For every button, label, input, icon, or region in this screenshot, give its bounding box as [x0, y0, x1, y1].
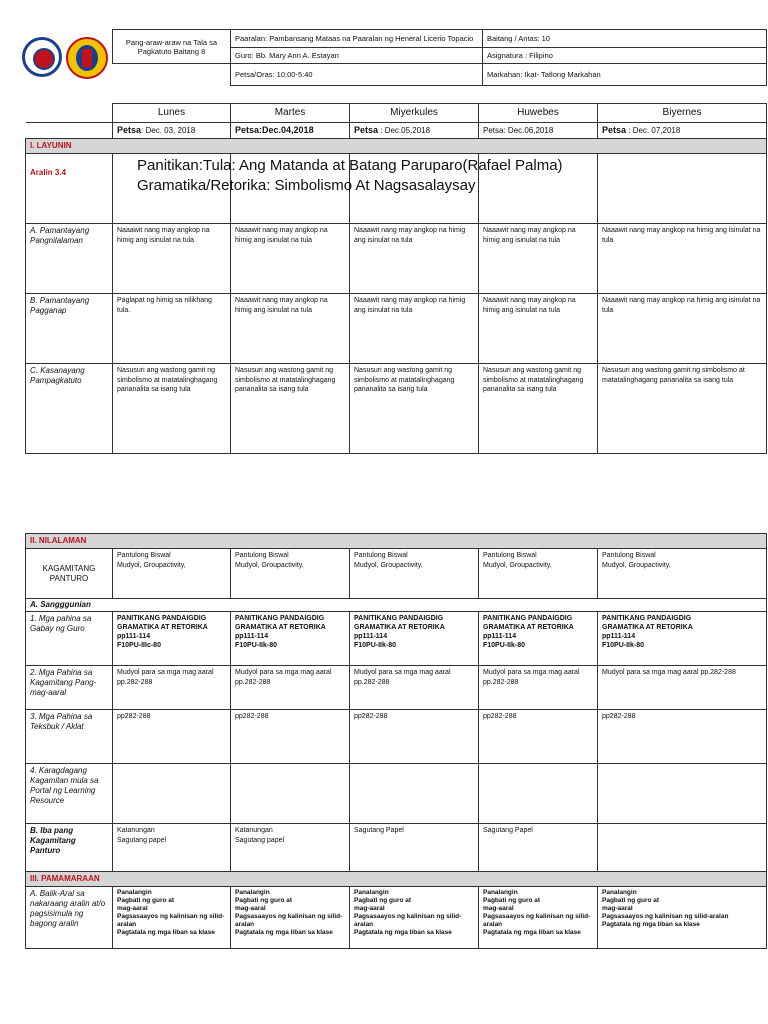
cell-mag-aaral-tue: Mudyol para sa mga mag aaral pp.282-288: [231, 666, 350, 710]
cell-kagamitan-tue: Pantulong Biswal Mudyol, Groupactivity,: [231, 549, 350, 599]
cell-teksbuk-tue: pp282-288: [231, 710, 350, 764]
date-tue: Petsa:Dec.04,2018: [231, 123, 350, 139]
cell-kagamitan-wed: Pantulong Biswal Mudyol, Groupactivity,: [350, 549, 479, 599]
section-pamamaraan: III. PAMAMARAAN: [26, 872, 767, 887]
cell-teksbuk-thu: pp282-288: [479, 710, 598, 764]
cell-iba-pang-fri: [598, 824, 767, 872]
day-header-tue: Martes: [231, 104, 350, 123]
row-label-gabay-guro: 1. Mga pahina sa Gabay ng Guro: [26, 612, 113, 666]
row-label-pangnilalaman: A. Pamantayang Pangnilalaman: [26, 224, 113, 294]
cell-kasanayan-tue: Nasusuri ang wastong gamit ng simbolismo at matatalinghagang pananalita sa isang tula: [231, 364, 350, 454]
teacher-field: Guro: Bb. Mary Ann A. Estayan: [231, 48, 483, 64]
cell-teksbuk-fri: pp282-288: [598, 710, 767, 764]
cell-pangnilalaman-tue: Naaawit nang may angkop na himig ang isinulat na tula: [231, 224, 350, 294]
section-layunin: I. LAYUNIN: [26, 139, 767, 154]
day-header-thu: Huwebes: [479, 104, 598, 123]
lesson-topic: [137, 156, 563, 196]
row-label-balik-aral: A. Balik-Aral sa nakaraang aralin at/o pagsisimula ng bagong aralin: [26, 887, 113, 949]
cell-balik-aral-mon: Panalangin Pagbati ng guro at mag-aaral Pagsasaayos ng kalinisan ng silid-aralan Pagtatala ng mga liban sa klase: [113, 887, 231, 949]
cell-balik-aral-fri: Panalangin Pagbati ng guro at mag-aaral Pagsasaayos ng kalinisan ng silid-aralan Pagtatala ng mga liban sa klase: [598, 887, 767, 949]
cell-kagamitan-thu: Pantulong Biswal Mudyol, Groupactivity,: [479, 549, 598, 599]
cell-teksbuk-wed: pp282-288: [350, 710, 479, 764]
cell-kasanayan-wed: Nasusuri ang wastong gamit ng simbolismo at matatalinghagang pananalita sa isang tula: [350, 364, 479, 454]
cell-karagdagang-thu: [479, 764, 598, 824]
cell-gabay-fri: PANITIKANG PANDAIGDIG GRAMATIKA AT RETORIKA pp111-114 F10PU-IIk-80: [598, 612, 767, 666]
day-header-fri: Biyernes: [598, 104, 767, 123]
plan-table-bottom: [25, 533, 767, 949]
date-mon: Petsa: Dec. 03, 2018: [113, 123, 231, 139]
document-title: Pang-araw-araw na Tala sa Pagkatuto Baitang 8: [113, 30, 231, 64]
date-thu: Petsa: Dec.06,2018: [479, 123, 598, 139]
cell-teksbuk-mon: pp282-288: [113, 710, 231, 764]
row-label-kagamitan: KAGAMITANG PANTURO: [26, 549, 113, 599]
time-field: Petsa/Oras: 10:00-5:40: [231, 64, 483, 86]
cell-pagganap-wed: Naaawit nang may angkop na himig ang isinulat na tula: [350, 294, 479, 364]
subject-field: Asignatura : Filipino: [483, 48, 767, 64]
cell-pagganap-thu: Naaawit nang may angkop na himig ang isinulat na tula: [479, 294, 598, 364]
cell-karagdagang-mon: [113, 764, 231, 824]
row-label-teksbuk: 3. Mga Pahina sa Teksbuk / Aklat: [26, 710, 113, 764]
cell-balik-aral-tue: Panalangin Pagbati ng guro at mag-aaral Pagsasaayos ng kalinisan ng silid-aralan Pagtatala ng mga liban sa klase: [231, 887, 350, 949]
cell-gabay-tue: PANITIKANG PANDAIGDIG GRAMATIKA AT RETORIKA pp111-114 F10PU-IIk-80: [231, 612, 350, 666]
cell-iba-pang-wed: Sagutang Papel: [350, 824, 479, 872]
cell-kagamitan-mon: Pantulong Biswal Mudyol, Groupactivity,: [113, 549, 231, 599]
cell-iba-pang-tue: Katanungan Sagutang papel: [231, 824, 350, 872]
cell-pangnilalaman-thu: Naaawit nang may angkop na himig ang isinulat na tula: [479, 224, 598, 294]
topic-gramatika: Gramatika/Retorika: Simbolismo At Nagsasalaysay: [137, 177, 476, 194]
deped-seal-logo: [22, 37, 62, 77]
cell-pagganap-tue: Naaawit nang may angkop na himig ang isinulat na tula: [231, 294, 350, 364]
date-wed: Petsa : Dec.05,2018: [350, 123, 479, 139]
cell-pagganap-mon: Paglapat ng himig sa nilikhang tula.: [113, 294, 231, 364]
cell-karagdagang-fri: [598, 764, 767, 824]
cell-mag-aaral-wed: Mudyol para sa mga mag aaral pp.282-288: [350, 666, 479, 710]
section-nilalaman: II. NILALAMAN: [26, 534, 767, 549]
cell-kasanayan-fri: Nasusuri ang wastong gamit ng simbolismo at matatalinghagang pananalita sa isang tula: [598, 364, 767, 454]
row-label-kasanayan: C. Kasanayang Pampagkatuto: [26, 364, 113, 454]
row-label-pagganap: B. Pamantayang Pagganap: [26, 294, 113, 364]
topic-panitikan: Panitikan:Tula: Ang Matanda at Batang Paruparo(Rafael Palma): [137, 157, 563, 174]
cell-gabay-mon: PANITIKANG PANDAIGDIG GRAMATIKA AT RETORIKA pp111-114 F10PU-IIIc-80: [113, 612, 231, 666]
cell-balik-aral-wed: Panalangin Pagbati ng guro at mag-aaral Pagsasaayos ng kalinisan ng silid-aralan Pagtatala ng mga liban sa klase: [350, 887, 479, 949]
date-fri: Petsa : Dec. 07,2018: [598, 123, 767, 139]
cell-mag-aaral-thu: Mudyol para sa mga mag aaral pp.282-288: [479, 666, 598, 710]
cell-gabay-thu: PANITIKANG PANDAIGDIG GRAMATIKA AT RETORIKA pp111-114 F10PU-IIk-80: [479, 612, 598, 666]
cell-kasanayan-thu: Nasusuri ang wastong gamit ng simbolismo at matatalinghagang pananalita sa isang tula: [479, 364, 598, 454]
row-label-iba-pang: B. Iba pang Kagamitang Panturo: [26, 824, 113, 872]
cell-karagdagang-tue: [231, 764, 350, 824]
day-header-mon: Lunes: [113, 104, 231, 123]
header-table: [112, 29, 767, 86]
cell-pangnilalaman-wed: Naaawit nang may angkop na himig ang isinulat na tula: [350, 224, 479, 294]
school-seal-logo: [66, 37, 108, 79]
cell-pangnilalaman-fri: Naaawit nang may angkop na himig ang isinulat na tula: [598, 224, 767, 294]
row-label-kagamitang-mag-aaral: 2. Mga Pahina sa Kagamitang Pang-mag-aaral: [26, 666, 113, 710]
school-field: Paaralan: Pambansang Mataas na Paaralan ng Heneral Licerio Topacio: [231, 30, 483, 48]
cell-iba-pang-mon: Katanungan Sagutang papel: [113, 824, 231, 872]
quarter-field: Markahan: Ikat- Tatlong Markahan: [483, 64, 767, 86]
cell-karagdagang-wed: [350, 764, 479, 824]
grade-field: Baitang / Antas: 10: [483, 30, 767, 48]
cell-balik-aral-thu: Panalangin Pagbati ng guro at mag-aaral Pagsasaayos ng kalinisan ng silid-aralan Pagtatala ng mga liban sa klase: [479, 887, 598, 949]
sanggunian-label: A. Sangggunian: [26, 599, 767, 612]
cell-iba-pang-thu: Sagutang Papel: [479, 824, 598, 872]
row-label-karagdagang: 4. Karagdagang Kagamitan mula sa Portal ng Learning Resource: [26, 764, 113, 824]
cell-kagamitan-fri: Pantulong Biswal Mudyol, Groupactivity,: [598, 549, 767, 599]
cell-pagganap-fri: Naaawit nang may angkop na himig ang isinulat na tula: [598, 294, 767, 364]
day-header-wed: Miyerkules: [350, 104, 479, 123]
cell-kasanayan-mon: Nasusuri ang wastong gamit ng simbolismo at matatalinghagang pananalita sa isang tula: [113, 364, 231, 454]
cell-gabay-wed: PANITIKANG PANDAIGDIG GRAMATIKA AT RETORIKA pp111-114 F10PU-IIk-80: [350, 612, 479, 666]
aralin-label: Aralin 3.4: [30, 168, 67, 177]
cell-mag-aaral-fri: Mudyol para sa mga mag aaral pp.282-288: [598, 666, 767, 710]
cell-pangnilalaman-mon: Naaawit nang may angkop na himig ang isinulat na tula: [113, 224, 231, 294]
cell-mag-aaral-mon: Mudyol para sa mga mag aaral pp.282-288: [113, 666, 231, 710]
